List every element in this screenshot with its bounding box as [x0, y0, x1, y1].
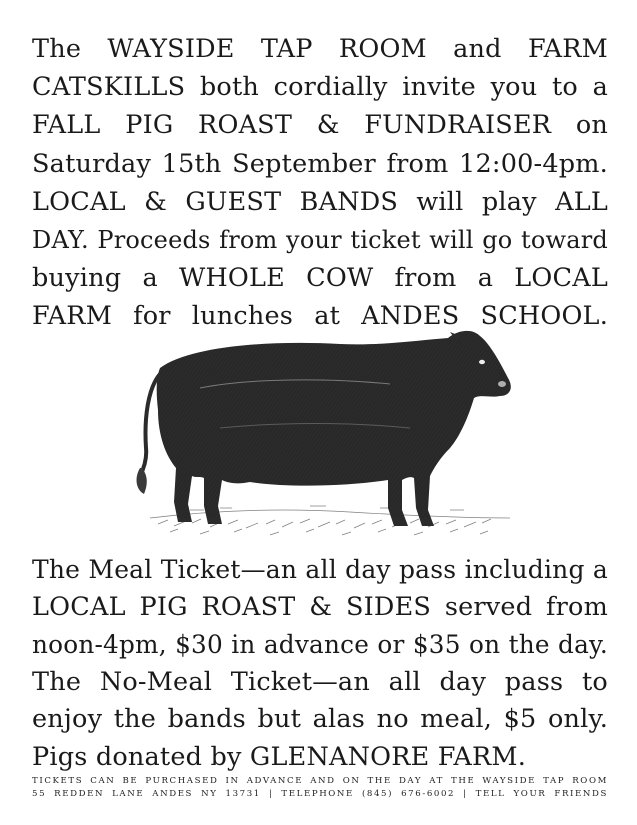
footer-line-1: TICKETS CAN BE PURCHASED IN ADVANCE AND ON THE DAY AT THE WAYSIDE TAP ROOM	[32, 776, 608, 786]
footer-info	[32, 775, 608, 800]
invitation-line-7: buying a WHOLE COW from a LOCAL	[32, 263, 608, 294]
tickets-paragraph	[32, 551, 608, 777]
invitation-line-4: Saturday 15th September from 12:00-4pm.	[32, 148, 608, 179]
tickets-line-4: The No-Meal Ticket—an all day pass to	[32, 666, 608, 697]
invitation-line-6: DAY. Proceeds from your ticket will go toward	[32, 226, 608, 255]
invitation-line-5: LOCAL & GUEST BANDS will play ALL	[32, 186, 608, 217]
tickets-line-6: Pigs donated by GLENANORE FARM.	[32, 741, 527, 772]
ground-hatching	[150, 506, 510, 535]
tickets-line-2: LOCAL PIG ROAST & SIDES served from	[32, 591, 608, 622]
invitation-line-8: FARM for lunches at ANDES SCHOOL.	[32, 301, 608, 332]
tickets-line-3: noon-4pm, $30 in advance or $35 on the day.	[32, 630, 608, 660]
tickets-line-5: enjoy the bands but alas no meal, $5 only.	[32, 704, 608, 735]
tickets-line-1: The Meal Ticket—an all day pass including a	[32, 555, 608, 584]
cow-illustration	[130, 318, 518, 553]
footer-line-2: 55 REDDEN LANE ANDES NY 13731 | TELEPHONE (845) 676-6002 | TELL YOUR FRIENDS	[32, 788, 608, 799]
invitation-paragraph	[32, 30, 608, 336]
invitation-line-2: CATSKILLS both cordially invite you to a	[32, 72, 608, 103]
invitation-line-1: The WAYSIDE TAP ROOM and FARM	[32, 34, 608, 64]
cow-figure	[137, 328, 511, 526]
invitation-line-3: FALL PIG ROAST & FUNDRAISER on	[32, 110, 608, 141]
